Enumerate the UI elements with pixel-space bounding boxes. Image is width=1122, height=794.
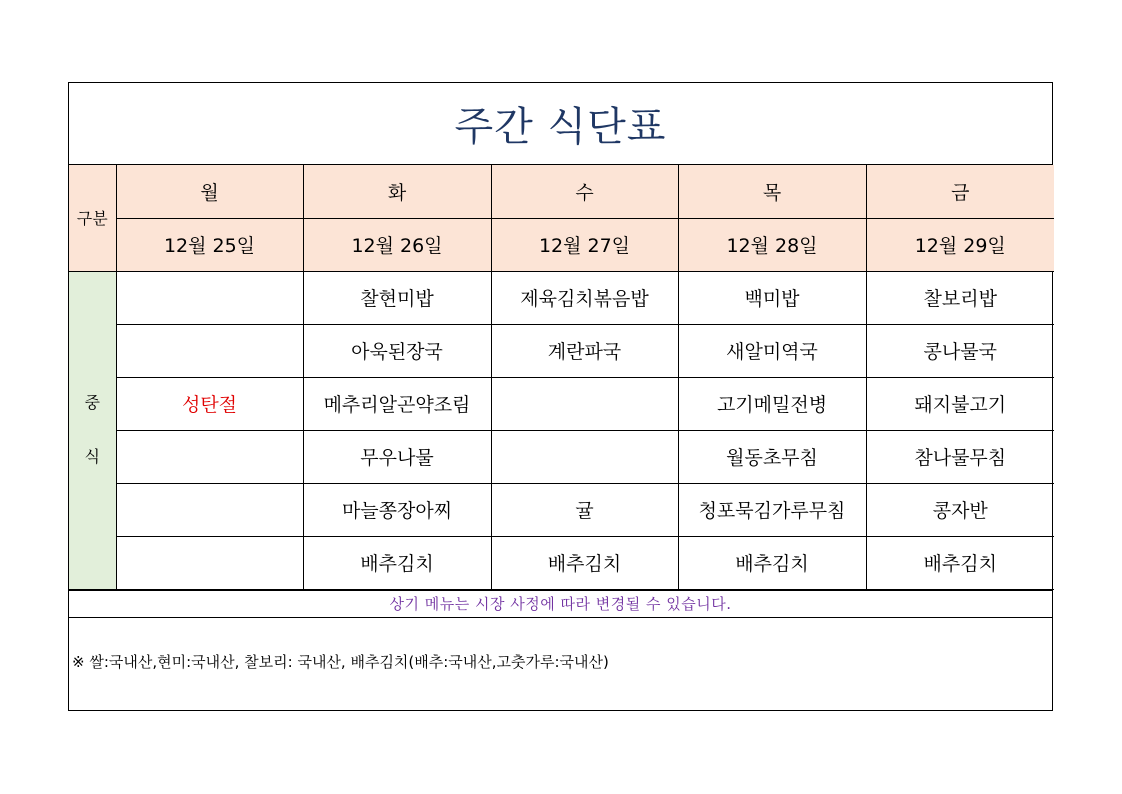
holiday-label: 성탄절 [116,377,303,430]
menu-cell-tue: 아욱된장국 [303,324,491,377]
menu-cell-tue: 찰현미밥 [303,271,491,324]
date-header-thu: 12월 28일 [678,218,866,271]
menu-cell-thu: 배추김치 [678,536,866,589]
lunch-label [69,271,116,589]
menu-cell-fri: 참나물무침 [866,430,1054,483]
menu-change-notice: 상기 메뉴는 시장 사정에 따라 변경될 수 있습니다. [389,595,732,613]
menu-cell-tue: 마늘쫑장아찌 [303,483,491,536]
day-header-row [69,165,1054,218]
lunch-label-char: 식 [84,447,100,466]
menu-cell-mon [116,324,303,377]
menu-cell-thu: 월동초무침 [678,430,866,483]
title-row [69,83,1052,165]
day-header-mon: 월 [116,165,303,218]
date-header-wed: 12월 27일 [491,218,678,271]
menu-row [69,324,1054,377]
date-header-tue: 12월 26일 [303,218,491,271]
menu-cell-fri: 배추김치 [866,536,1054,589]
menu-cell-fri: 콩나물국 [866,324,1054,377]
origin-note: ※ 쌀:국내산,현미:국내산, 찰보리: 국내산, 배추김치(배추:국내산,고춧가루:국내산) [72,653,609,671]
menu-row [69,483,1054,536]
page-title: 주간 식단표 [454,104,667,150]
menu-cell-fri: 돼지불고기 [866,377,1054,430]
menu-cell-mon [116,430,303,483]
menu-cell-thu: 청포묵김가루무침 [678,483,866,536]
category-label: 구분 [69,165,116,271]
day-header-thu: 목 [678,165,866,218]
menu-sheet [68,82,1053,711]
menu-row [69,430,1054,483]
menu-cell-wed: 계란파국 [491,324,678,377]
menu-row [69,271,1054,324]
menu-cell-tue: 배추김치 [303,536,491,589]
notice-row [69,590,1052,618]
date-header-row [69,218,1054,271]
menu-table [69,165,1054,590]
menu-cell-fri: 찰보리밥 [866,271,1054,324]
menu-cell-thu: 새알미역국 [678,324,866,377]
menu-cell-mon [116,483,303,536]
menu-cell-thu: 고기메밀전병 [678,377,866,430]
menu-row [69,377,1054,430]
menu-cell-fri: 콩자반 [866,483,1054,536]
lunch-label-char: 중 [84,393,100,412]
menu-row [69,536,1054,589]
menu-cell-mon [116,271,303,324]
menu-cell-wed [491,377,678,430]
day-header-fri: 금 [866,165,1054,218]
menu-cell-wed: 배추김치 [491,536,678,589]
menu-cell-mon [116,536,303,589]
day-header-wed: 수 [491,165,678,218]
origin-row [69,618,1052,706]
menu-cell-wed: 귤 [491,483,678,536]
menu-cell-tue: 무우나물 [303,430,491,483]
date-header-fri: 12월 29일 [866,218,1054,271]
day-header-tue: 화 [303,165,491,218]
menu-cell-wed [491,430,678,483]
menu-cell-wed: 제육김치볶음밥 [491,271,678,324]
menu-cell-thu: 백미밥 [678,271,866,324]
menu-cell-tue: 메추리알곤약조림 [303,377,491,430]
date-header-mon: 12월 25일 [116,218,303,271]
